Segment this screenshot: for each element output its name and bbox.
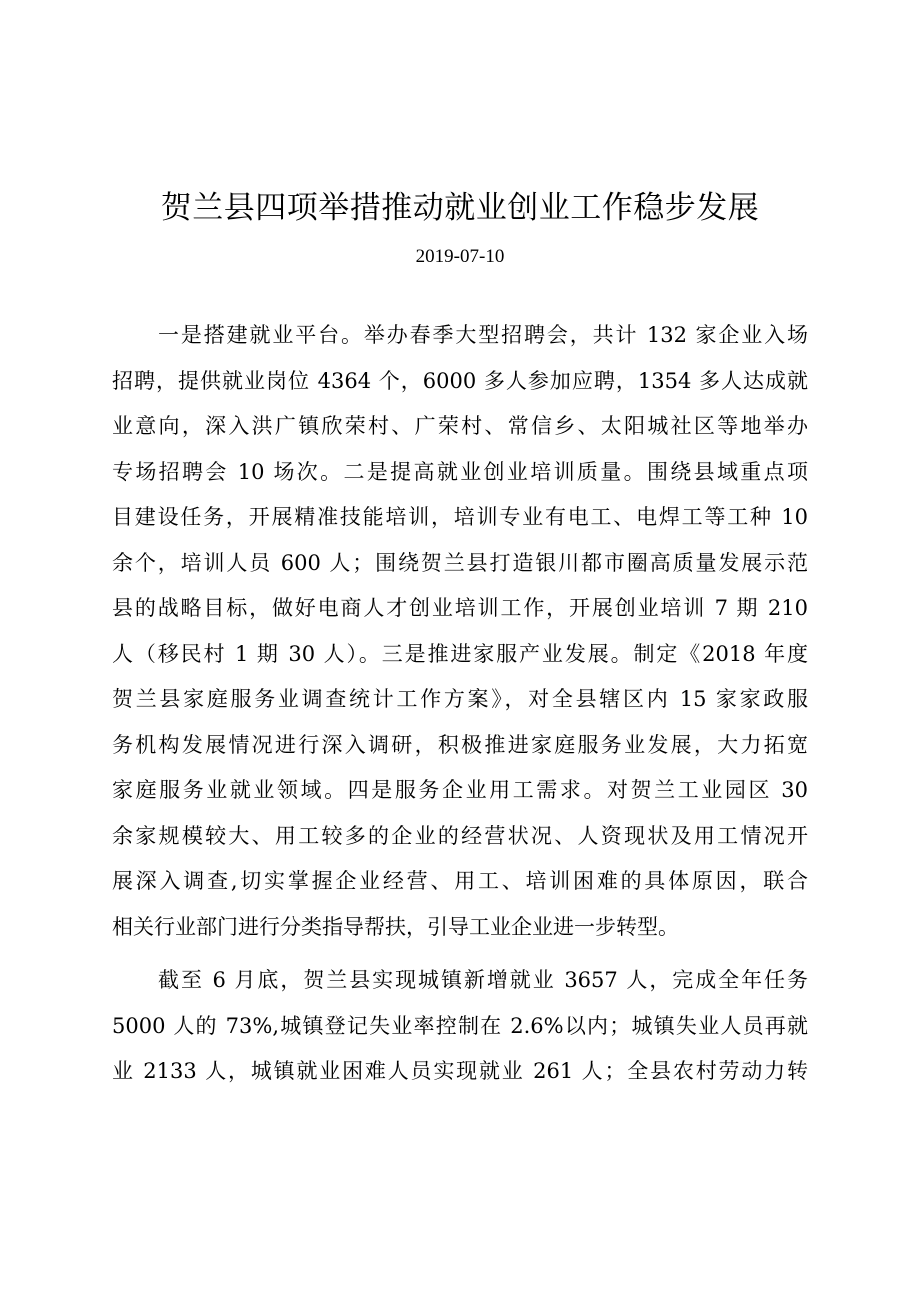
text-line: 目建设任务，开展精准技能培训，培训专业有电工、电焊工等工种 10 [112, 505, 808, 529]
text-line: 务机构发展情况进行深入调研，积极推进家庭服务业发展，大力拓宽 [112, 732, 808, 757]
paragraph-2 [112, 958, 808, 1095]
text-line: 5000 人的 73%,城镇登记失业率控制在 2.6%以内；城镇失业人员再就 [112, 1013, 808, 1038]
text-line: 一是搭建就业平台。举办春季大型招聘会，共计 132 家企业入场 [158, 323, 808, 347]
text-line: 截至 6 月底，贺兰县实现城镇新增就业 3657 人，完成全年任务 [158, 968, 808, 992]
text-line: 余家规模较大、用工较多的企业的经营状况、人资现状及用工情况开 [112, 823, 808, 848]
text-line: 县的战略目标，做好电商人才创业培训工作，开展创业培训 7 期 210 [112, 596, 808, 620]
publish-date: 2019-07-10 [415, 246, 505, 267]
paragraph-spacer [112, 950, 808, 958]
document-title: 贺兰县四项举措推动就业创业工作稳步发展 [160, 190, 760, 226]
text-line: 招聘，提供就业岗位 4364 个，6000 多人参加应聘，1354 多人达成就 [112, 368, 808, 393]
text-line: 余个，培训人员 600 人；围绕贺兰县打造银川都市圈高质量发展示范 [112, 550, 808, 575]
text-line: 业 2133 人，城镇就业困难人员实现就业 261 人；全县农村劳动力转 [112, 1059, 808, 1083]
text-line: 相关行业部门进行分类指导帮扶，引导工业企业进一步转型。 [112, 914, 679, 939]
text-line: 专场招聘会 10 场次。二是提高就业创业培训质量。围绕县域重点项 [112, 459, 808, 484]
text-line: 贺兰县家庭服务业调查统计工作方案》，对全县辖区内 15 家家政服 [112, 687, 808, 711]
paragraph-1 [112, 313, 808, 950]
text-line: 家庭服务业就业领域。四是服务企业用工需求。对贺兰工业园区 30 [112, 778, 808, 802]
text-line: 人（移民村 1 期 30 人）。三是推进家服产业发展。制定《2018 年度 [112, 641, 808, 666]
text-line: 业意向，深入洪广镇欣荣村、广荣村、常信乡、太阳城社区等地举办 [112, 414, 808, 438]
document-body [112, 313, 808, 1095]
text-line: 展深入调查,切实掌握企业经营、用工、培训困难的具体原因，联合 [112, 869, 808, 893]
